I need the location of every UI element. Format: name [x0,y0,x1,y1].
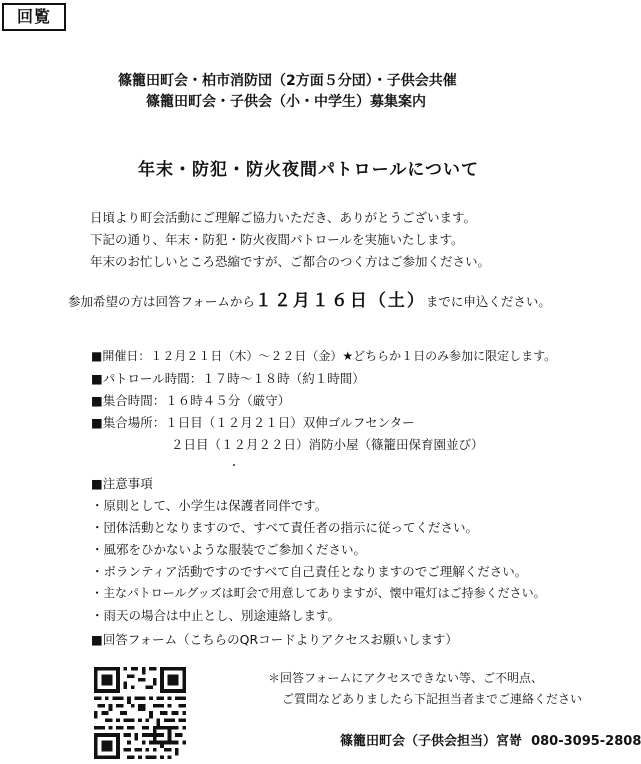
circulation-stamp: 回覧 [2,3,66,31]
meeting-place-day2: ２日目（１２月２２日）消防小屋（篠籠田保育園並び） [171,437,484,452]
note-item: ・団体活動となりますので、すべて責任者の指示に従ってください。 [91,520,479,535]
event-date: ■開催日：１２月２１日（木）～２２日（金）★どちらか１日のみ参加に限定します。 [91,349,557,363]
header-line-2: 篠籠田町会・子供会（小・中学生）募集案内 [146,94,426,110]
note-item: ・風邪をひかないような服装でご参加ください。 [91,542,367,557]
deadline-line [68,286,551,311]
notes-heading: ■注意事項 [91,476,153,491]
qr-code-icon[interactable] [94,667,186,759]
note-item: ・主なパトロールグッズは町会で用意してありますが、懐中電灯はご持参ください。 [91,586,546,600]
contact-phone[interactable]: 080-3095-2808 [531,734,641,749]
intro-line-2: 下記の通り、年末・防犯・防火夜間パトロールを実施いたします。 [90,232,464,247]
form-heading: ■回答フォーム（こちらのQRコードよりアクセスお願いします） [91,632,458,647]
page-title: 年末・防犯・防火夜間パトロールについて [138,160,479,180]
contact-org: 篠籠田町会（子供会担当）宮嵜 [340,734,523,749]
header-line-1: 篠籠田町会・柏市消防団（2方面５分団）・子供会共催 [118,73,457,89]
intro-line-1: 日頃より町会活動にご理解ご協力いただき、ありがとうございます。 [90,210,477,225]
deadline-date: １２月１６日（土） [254,291,426,311]
patrol-time: ■パトロール時間：１７時～１８時（約１時間） [91,371,365,386]
note-item: ・原則として、小学生は保護者同伴です。 [91,498,328,513]
note-item: ・ボランティア活動ですのですべて自己責任となりますのでご理解ください。 [91,564,528,579]
stray-dot [233,464,235,466]
intro-line-3: 年末のお忙しいところ恐縮ですが、ご都合のつく方はご参加ください。 [90,254,491,269]
note-item: ・雨天の場合は中止とし、別途連絡します。 [91,608,341,623]
contact-line [340,730,641,749]
meeting-time: ■集合時間：１６時４５分（厳守） [91,393,291,408]
deadline-prefix: 参加希望の方は回答フォームから [68,294,255,309]
form-note-line-2: ご質問などありましたら下記担当者までご連絡ください [282,692,583,706]
deadline-suffix: までに申込ください。 [425,294,551,309]
meeting-place-day1: ■集合場所：１日目（１２月２１日）双伸ゴルフセンター [91,415,415,430]
form-note-line-1: ＊回答フォームにアクセスできない等、ご不明点、 [268,671,544,685]
